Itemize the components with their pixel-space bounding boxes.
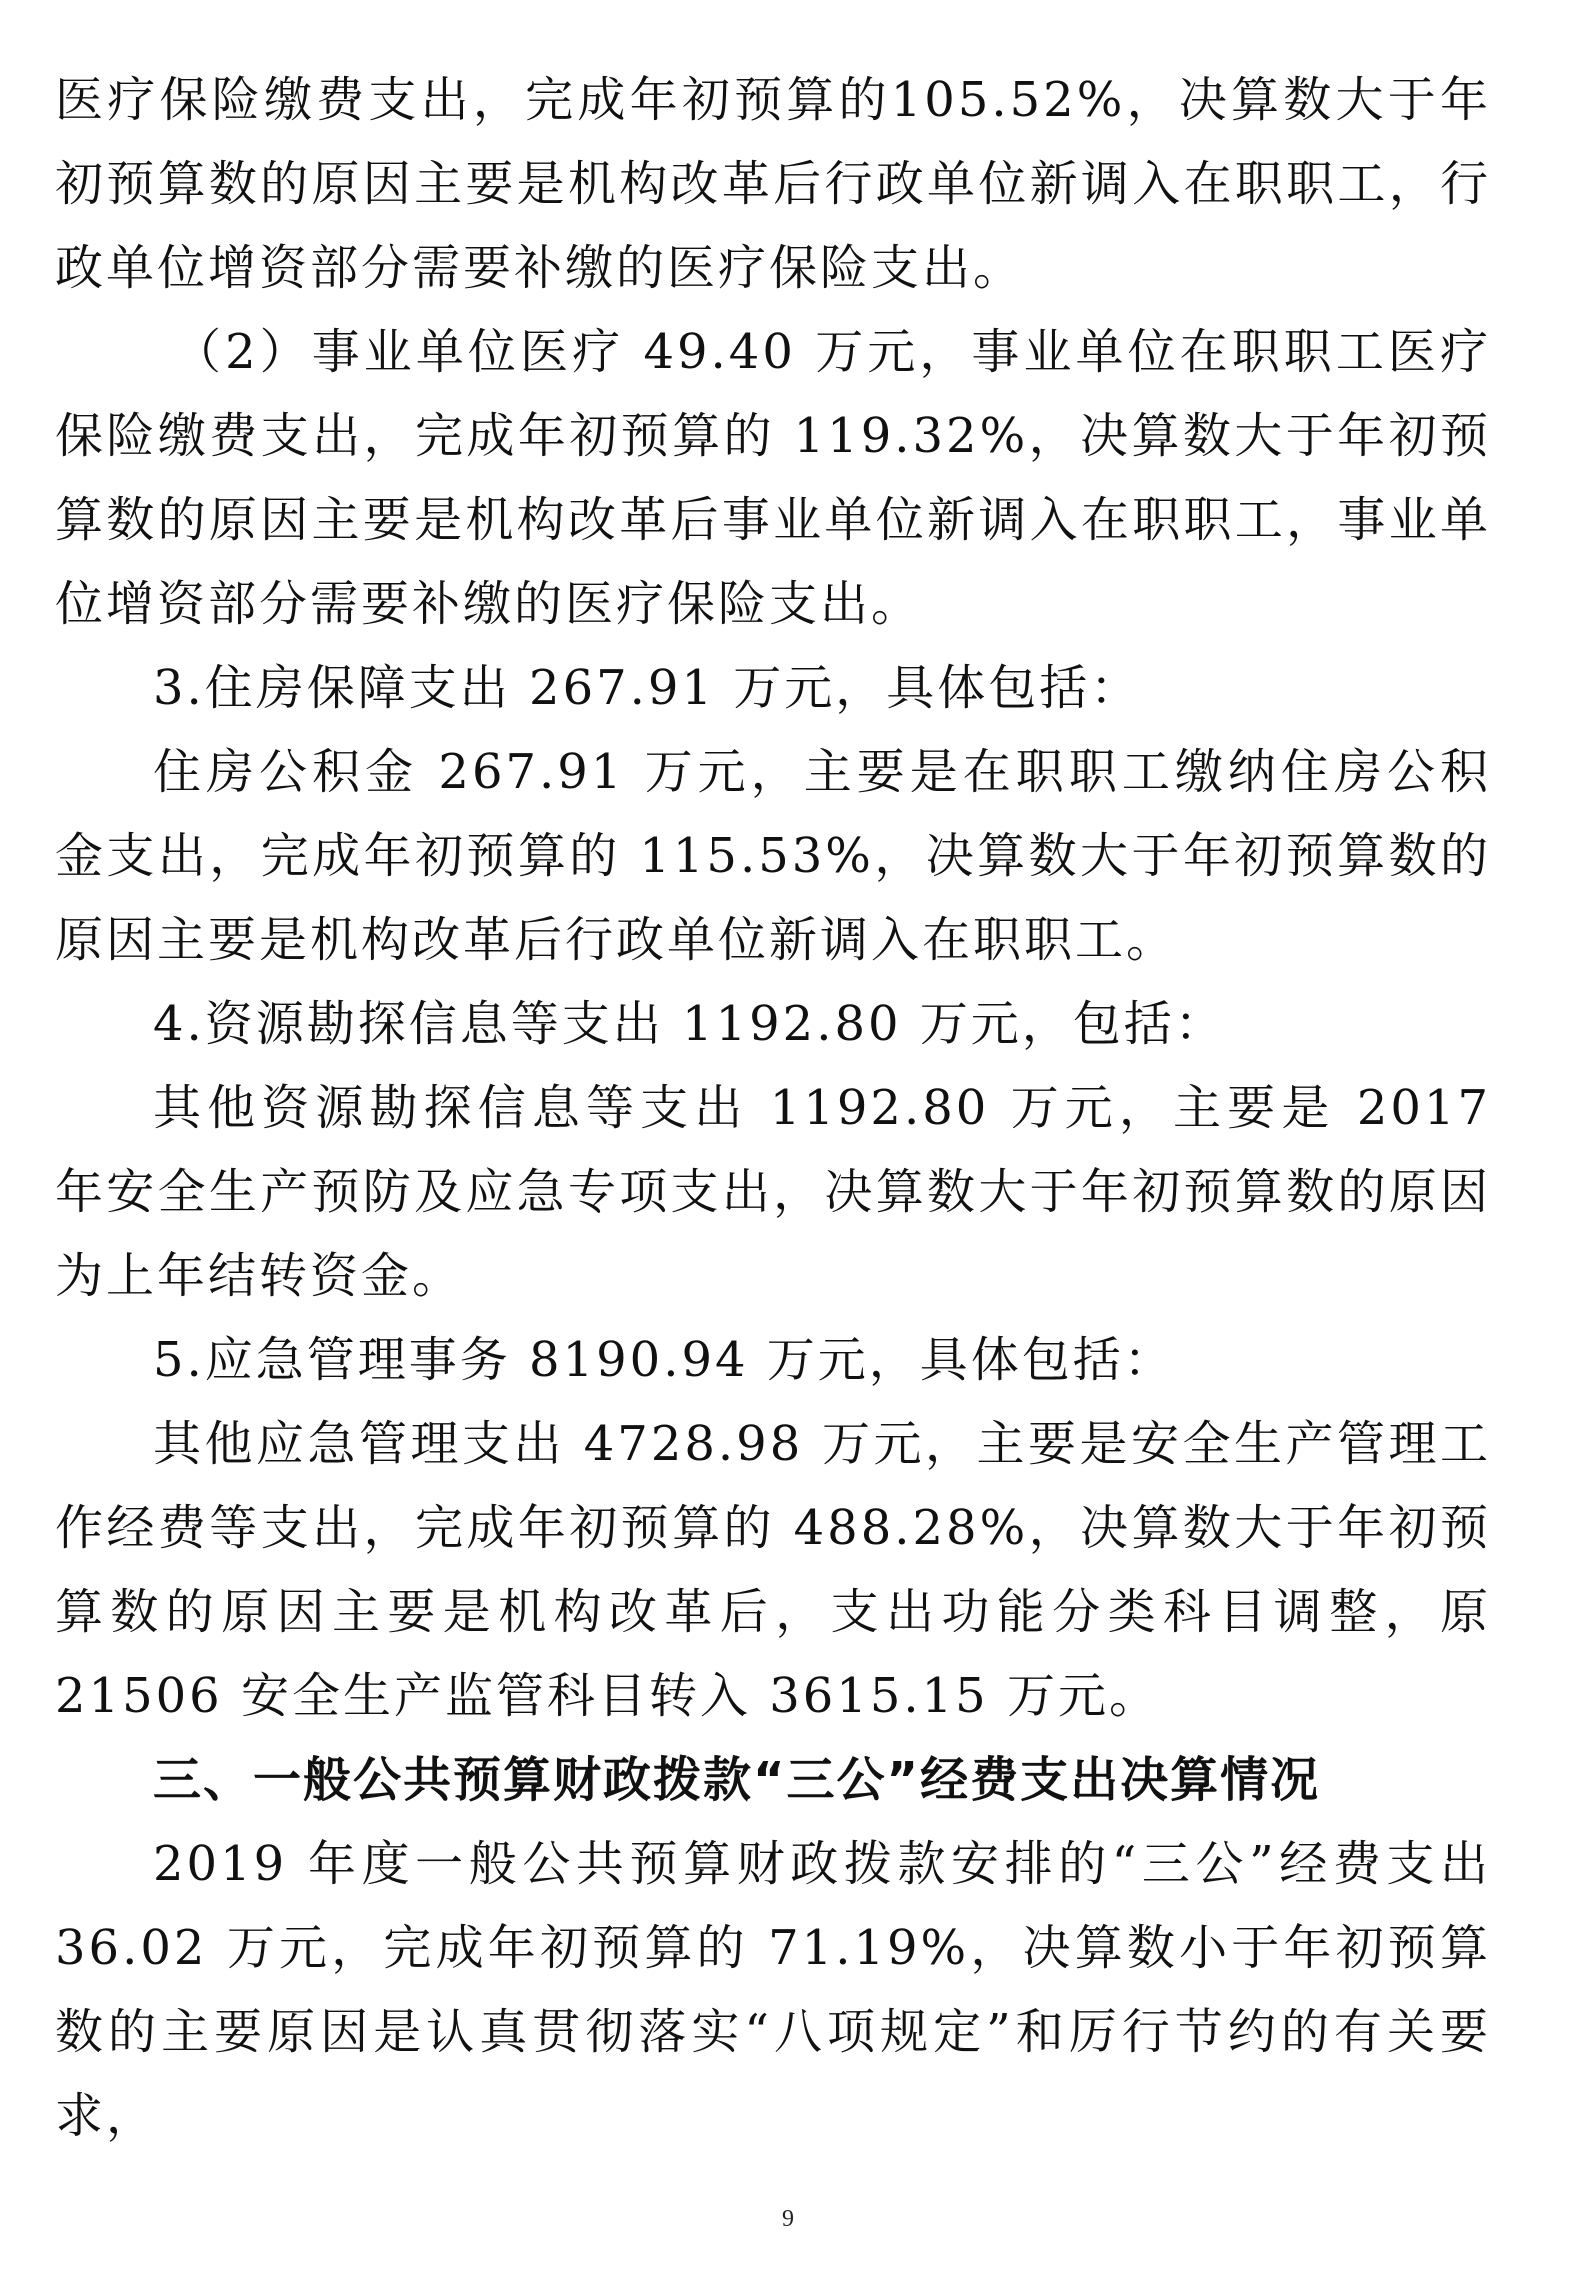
paragraph-emergency-heading: 5.应急管理事务 8190.94 万元，具体包括：	[153, 1332, 1175, 1388]
page-number: 9	[782, 2206, 794, 2232]
paragraph-institution-medical: （2）事业单位医疗 49.40 万元，事业单位在职职工医疗保险缴费支出，完成年初预算的 119.32%，决算数大于年初预算数的原因主要是机构改革后事业单位新调入在职职工，事业单位增资部分需要补缴的医疗保险支出。	[55, 324, 1491, 632]
paragraph-medical-insurance-continued: 医疗保险缴费支出，完成年初预算的105.52%，决算数大于年初预算数的原因主要是机构改革后行政单位新调入在职职工，行政单位增资部分需要补缴的医疗保险支出。	[55, 72, 1491, 296]
paragraph-housing-fund: 住房公积金 267.91 万元，主要是在职职工缴纳住房公积金支出，完成年初预算的 115.53%，决算数大于年初预算数的原因主要是机构改革后行政单位新调入在职职工。	[55, 744, 1491, 968]
paragraph-housing-heading: 3.住房保障支出 267.91 万元，具体包括：	[153, 660, 1142, 716]
paragraph-three-public-summary: 2019 年度一般公共预算财政拨款安排的“三公”经费支出36.02 万元，完成年初预算的 71.19%，决算数小于年初预算数的主要原因是认真贯彻落实“八项规定”和厉行节约的有关要求，	[55, 1836, 1491, 2144]
document-body	[55, 58, 1491, 2158]
paragraph-resources-heading: 4.资源勘探信息等支出 1192.80 万元，包括：	[153, 996, 1226, 1052]
paragraph-emergency-detail: 其他应急管理支出 4728.98 万元，主要是安全生产管理工作经费等支出，完成年初预算的 488.28%，决算数大于年初预算数的原因主要是机构改革后，支出功能分类科目调整，原 21506 安全生产监管科目转入 3615.15 万元。	[55, 1416, 1491, 1724]
paragraph-resources-detail: 其他资源勘探信息等支出 1192.80 万元，主要是 2017 年安全生产预防及应急专项支出，决算数大于年初预算数的原因为上年结转资金。	[55, 1080, 1491, 1304]
section-heading-three-public: 三、一般公共预算财政拨款“三公”经费支出决算情况	[153, 1752, 1321, 1808]
